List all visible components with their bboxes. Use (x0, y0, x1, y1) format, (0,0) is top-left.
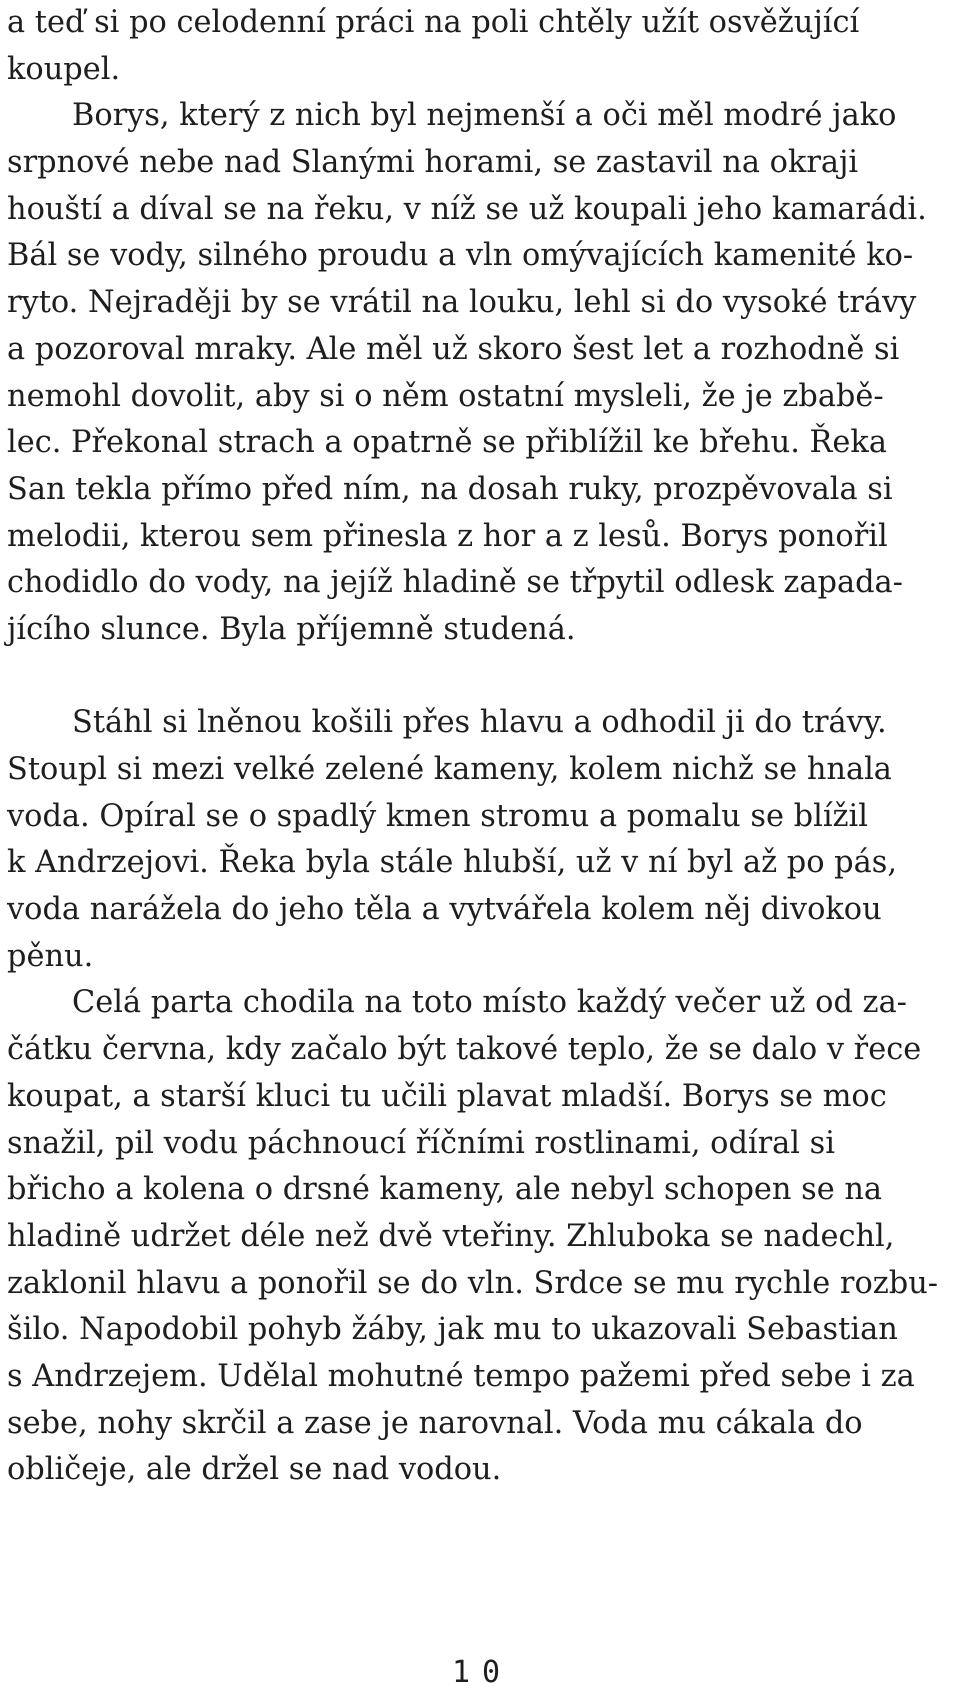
text-line: ryto. Nejraději by se vrátil na louku, lehl si do vysoké trávy (7, 285, 917, 321)
text-line: s Andrzejem. Udělal mohutné tempo pažemi před sebe i za (7, 1358, 915, 1394)
text-line: lec. Překonal strach a opatrně se přiblížil ke břehu. Řeka (7, 425, 887, 461)
text-line: obličeje, ale držel se nad vodou. (7, 1452, 502, 1488)
text-line: zaklonil hlavu a ponořil se do vln. Srdce se mu rychle rozbu- (7, 1265, 939, 1301)
text-line: a teď si po celodenní práci na poli chtěly užít osvěžující (7, 5, 860, 40)
text-line: voda narážela do jeho těla a vytvářela kolem něj divokou (7, 892, 882, 928)
text-line: snažil, pil vodu páchnoucí říčními rostlinami, odíral si (7, 1125, 835, 1161)
text-line: Stáhl si lněnou košili přes hlavu a odhodil ji do trávy. (72, 705, 887, 741)
text-line: koupel. (7, 51, 121, 87)
text-line: Stoupl si mezi velké zelené kameny, kolem nichž se hnala (7, 752, 892, 787)
text-line: sebe, nohy skrčil a zase je narovnal. Voda mu cákala do (7, 1405, 863, 1441)
text-line: jícího slunce. Byla příjemně studená. (7, 611, 576, 647)
text-line: voda. Opíral se o spadlý kmen stromu a pomalu se blížil (7, 798, 868, 834)
text-line: nemohl dovolit, aby si o něm ostatní mysleli, že je zbabě- (7, 378, 884, 414)
text-line: San tekla přímo před ním, na dosah ruky, prozpěvovala si (7, 471, 893, 507)
body-text (7, 0, 957, 1494)
text-line (7, 654, 957, 701)
text-line: pěnu. (7, 938, 94, 974)
text-line: koupat, a starší kluci tu učili plavat mladší. Borys se moc (7, 1078, 887, 1114)
text-line: šilo. Napodobil pohyb žáby, jak mu to ukazovali Sebastian (7, 1312, 898, 1348)
text-line: Celá parta chodila na toto místo každý večer už od za- (72, 985, 907, 1021)
text-line: hladině udržet déle než dvě vteřiny. Zhluboka se nadechl, (7, 1218, 895, 1254)
text-line: melodii, kterou sem přinesla z hor a z lesů. Borys ponořil (7, 518, 888, 554)
text-line: k Andrzejovi. Řeka byla stále hlubší, už v ní byl až po pás, (7, 845, 897, 881)
text-line: břicho a kolena o drsné kameny, ale nebyl schopen se na (7, 1172, 883, 1208)
text-line: Bál se vody, silného proudu a vln omývajících kamenité ko- (7, 238, 914, 274)
page-number: 10 (451, 1655, 513, 1690)
text-line: chodidlo do vody, na jejíž hladině se třpytil odlesk zapada- (7, 565, 903, 601)
text-line: Borys, který z nich byl nejmenší a oči měl modré jako (72, 98, 897, 134)
text-line: houští a díval se na řeku, v níž se už koupali jeho kamarádi. (7, 191, 927, 227)
text-line: a pozoroval mraky. Ale měl už skoro šest let a rozhodně si (7, 331, 900, 367)
text-line: srpnové nebe nad Slanými horami, se zastavil na okraji (7, 145, 859, 181)
book-page (7, 0, 957, 1697)
text-line: čátku června, kdy začalo být takové teplo, že se dalo v řece (7, 1032, 922, 1068)
